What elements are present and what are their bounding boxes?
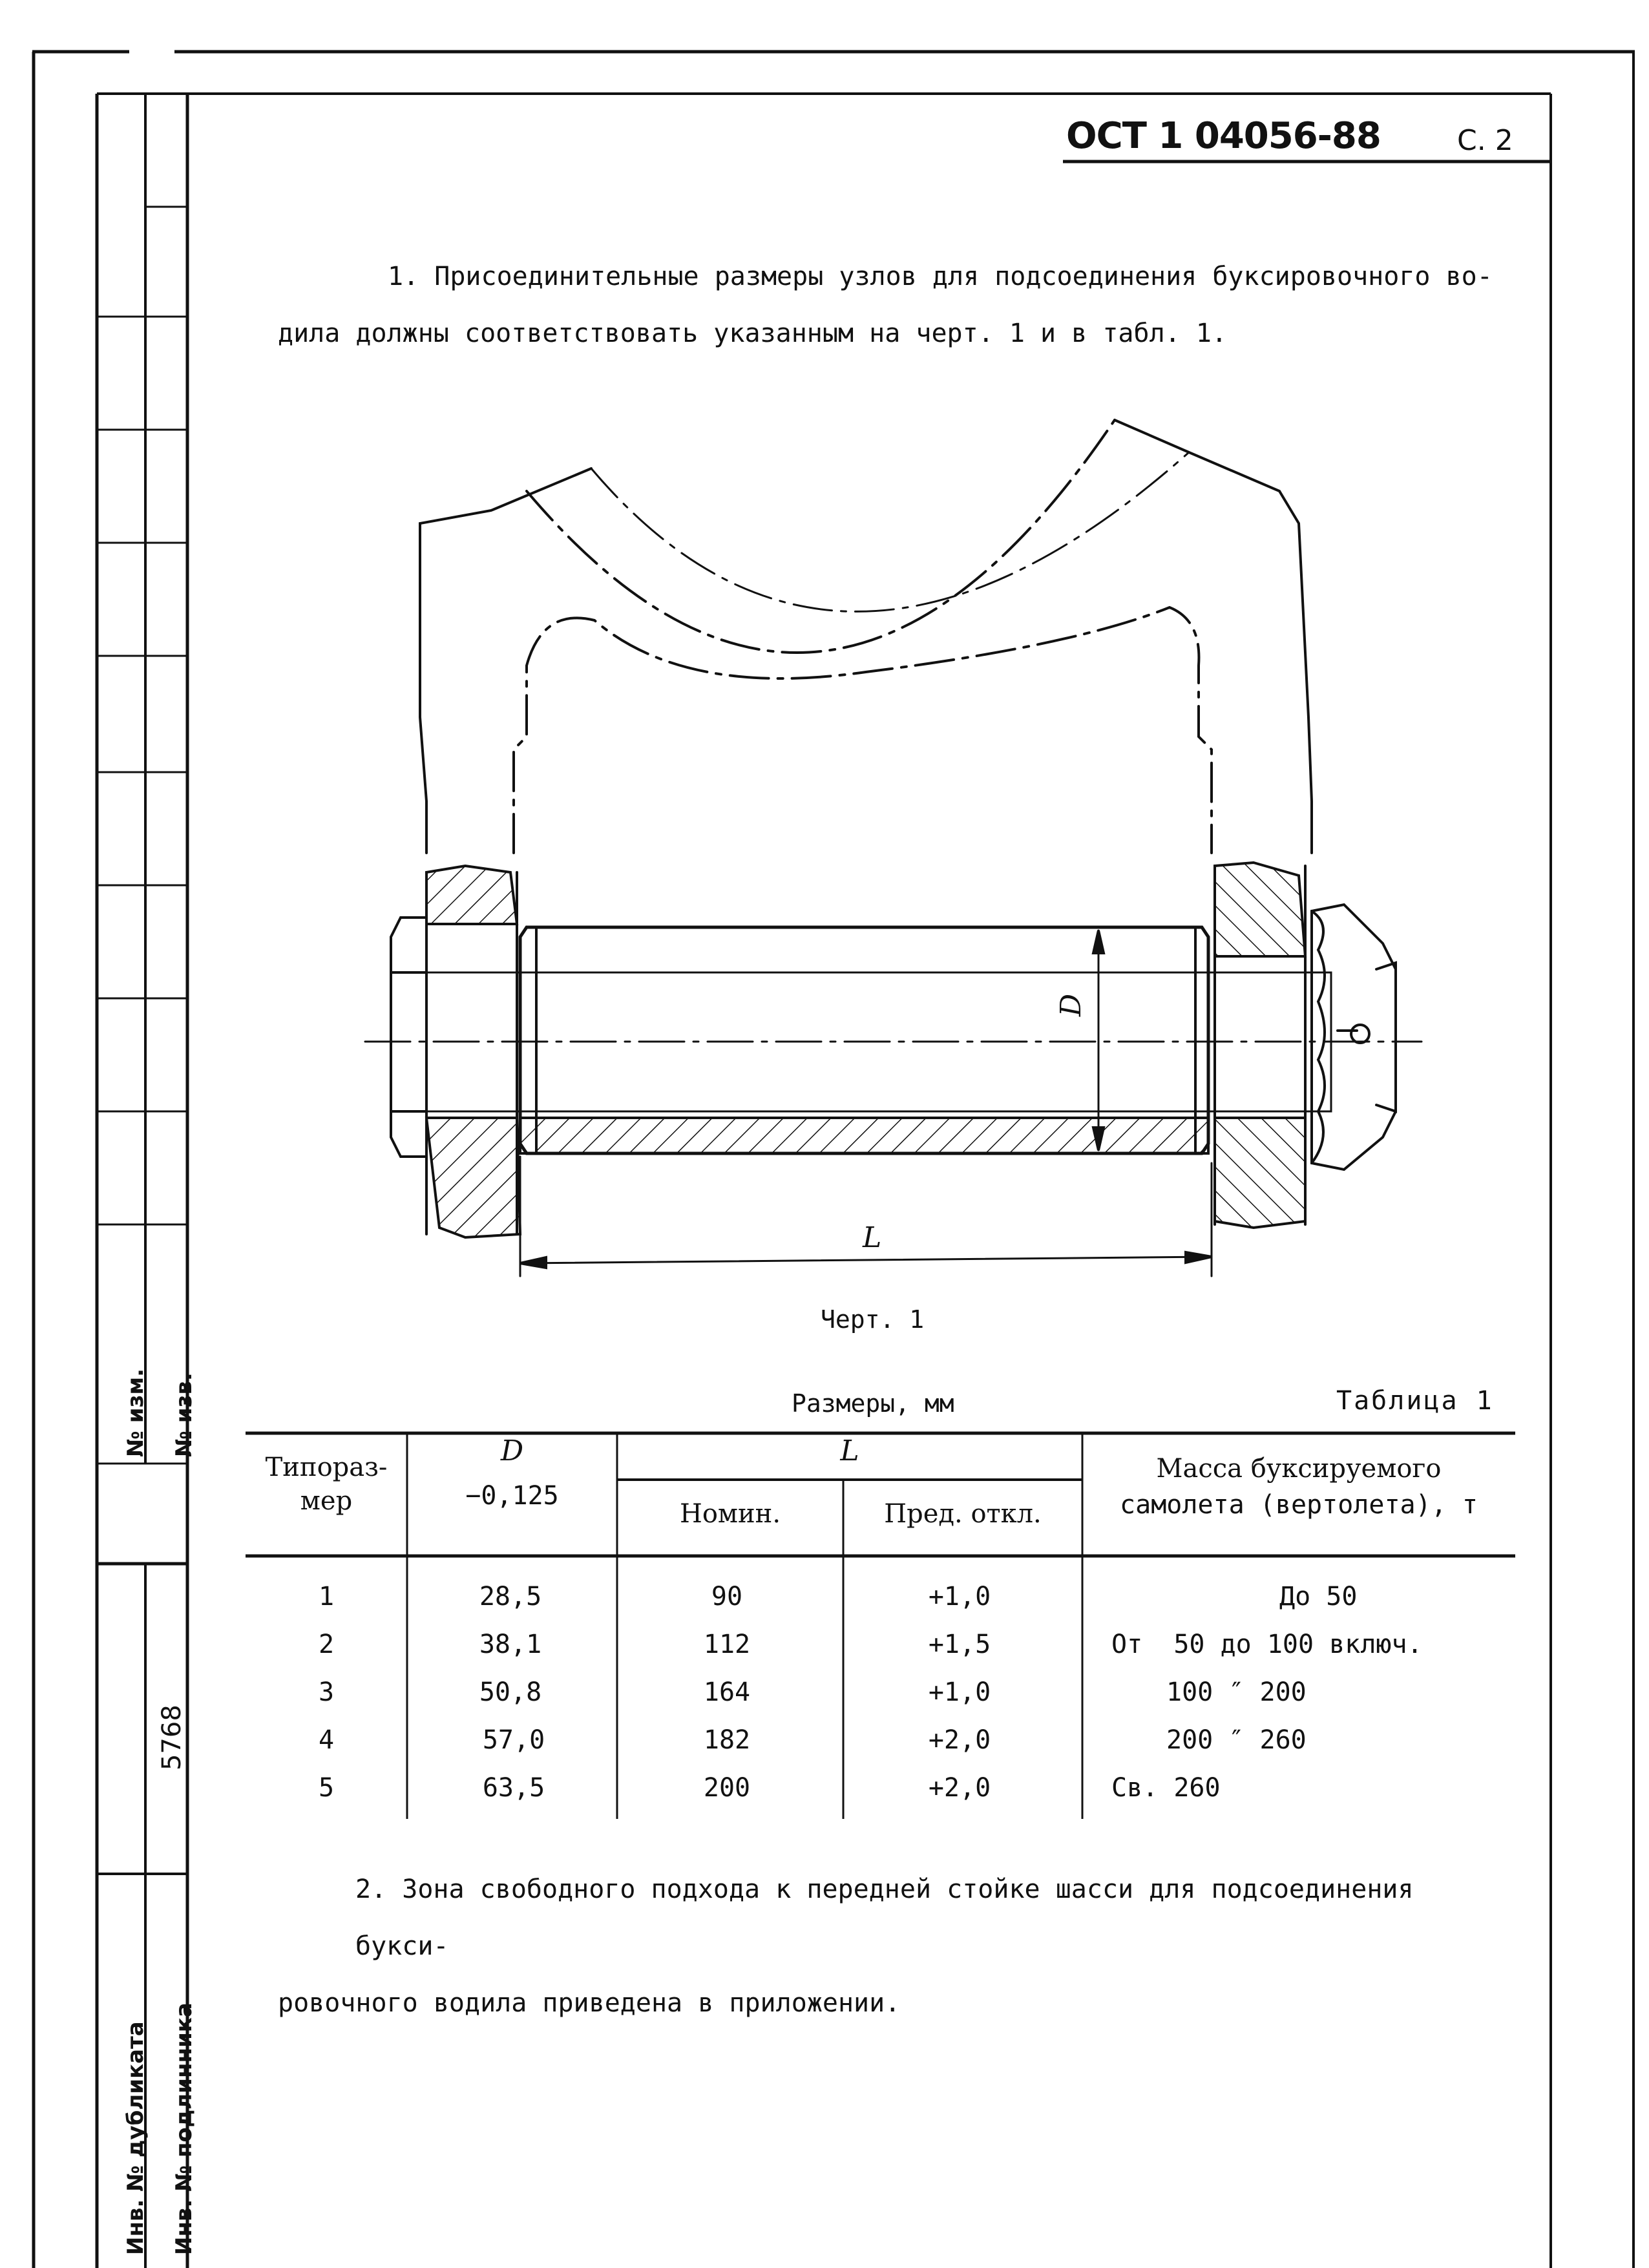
cell-dev: +1,5: [928, 1630, 991, 1659]
paragraph-1: [278, 248, 1493, 362]
th-type: [246, 1451, 407, 1518]
th-mass: [1082, 1451, 1515, 1523]
page-number: С. 2: [1457, 124, 1513, 157]
th-mass-line2: самолета (вертолета), т: [1120, 1490, 1478, 1520]
th-d-tolerance: −0,125: [465, 1481, 559, 1511]
stamp-dup: Инв. № дубликата: [123, 2021, 149, 2255]
cell-mass: 100 ″ 200: [1166, 1677, 1307, 1707]
header-underline: [1063, 158, 1554, 166]
cell-d: 50,8: [479, 1677, 542, 1707]
cell-nom: 90: [711, 1582, 743, 1612]
cell-nom: 112: [703, 1630, 751, 1659]
stamp-orig: Инв. № подлинника: [171, 2002, 197, 2255]
para2-line2: ровочного водила приведена в приложении.: [278, 1988, 901, 2018]
th-l-symbol: L: [840, 1434, 859, 1467]
cell-nom: 200: [703, 1773, 751, 1803]
th-dev: Пред. откл.: [884, 1499, 1042, 1529]
cell-d: 57,0: [482, 1725, 545, 1755]
para1-line2: дила должны соответствовать указанным на черт. 1 и в табл. 1.: [278, 319, 1228, 348]
stamp-izv-top: № изв.: [171, 1372, 197, 1457]
cell-d: 38,1: [479, 1630, 542, 1659]
cell-d: 28,5: [479, 1582, 542, 1612]
pin-hatch: [520, 1118, 1208, 1153]
doc-code: ОСТ 1 04056-88: [1066, 115, 1381, 157]
th-d-symbol: D: [500, 1434, 524, 1467]
cell-type: 4: [318, 1725, 335, 1755]
yoke-left-outer: [420, 468, 591, 853]
yoke-right-outer: [1115, 420, 1312, 853]
cell-dev: +2,0: [928, 1725, 991, 1755]
para2-line1: 2. Зона свободного подхода к передней стойке шасси для подсоединения букси-: [355, 1874, 1414, 1961]
cell-mass: Св. 260: [1111, 1773, 1221, 1803]
cell-type: 5: [318, 1773, 335, 1803]
th-mass-line1: Масса буксируемого: [1156, 1454, 1442, 1484]
cell-nom: 164: [703, 1677, 751, 1707]
cell-type: 1: [318, 1582, 335, 1612]
cell-mass: 200 ″ 260: [1166, 1725, 1307, 1755]
table-label: Таблица 1: [1336, 1386, 1494, 1416]
cell-mass: От 50 до 100 включ.: [1111, 1630, 1423, 1659]
bolt-head: [391, 918, 426, 1157]
dim-l-label: L: [863, 1221, 882, 1254]
cell-nom: 182: [703, 1725, 751, 1755]
table-units: Размеры, мм: [792, 1389, 954, 1418]
cell-mass: До 50: [1279, 1582, 1358, 1612]
cell-dev: +1,0: [928, 1582, 991, 1612]
cell-dev: +2,0: [928, 1773, 991, 1803]
drawing-caption: Черт. 1: [821, 1305, 925, 1334]
paragraph-2: [278, 1861, 1493, 2032]
cell-dev: +1,0: [928, 1677, 991, 1707]
th-type-line2: мер: [300, 1486, 353, 1516]
drawing-1: [349, 407, 1447, 1292]
cell-type: 2: [318, 1630, 335, 1659]
th-nom: Номин.: [679, 1499, 781, 1529]
dim-d-label: D: [1055, 993, 1088, 1017]
upper-arc: [527, 420, 1115, 653]
stamp-number: 5768: [157, 1705, 187, 1770]
cell-type: 3: [318, 1677, 335, 1707]
th-type-line1: Типораз-: [265, 1453, 388, 1482]
para1-line1: 1. Присоединительные размеры узлов для подсоединения буксировочного во-: [388, 262, 1493, 291]
stamp-izm-top: № изм.: [123, 1368, 149, 1457]
cell-d: 63,5: [482, 1773, 545, 1803]
